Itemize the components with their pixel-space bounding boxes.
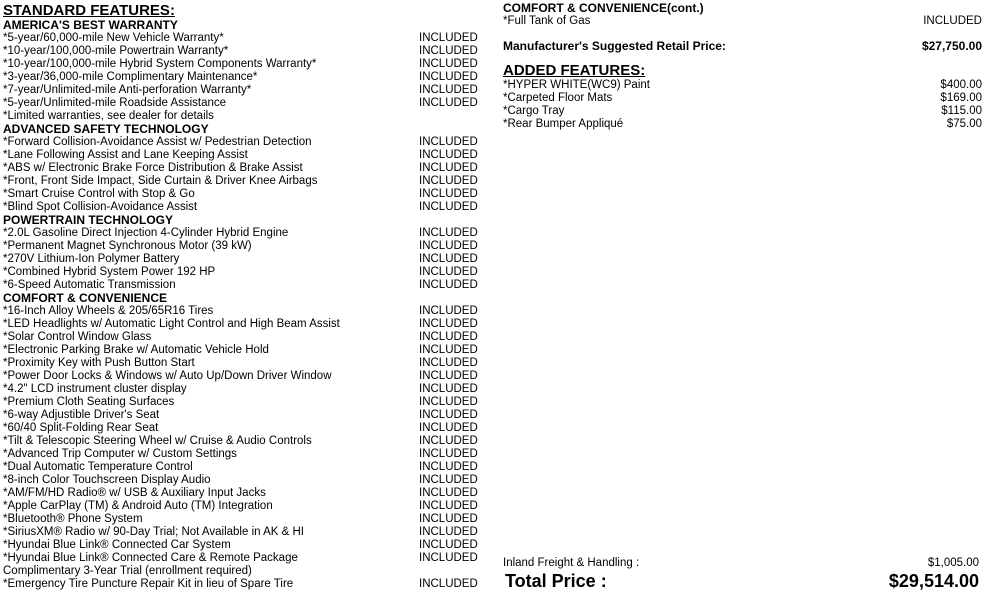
- feature-status: INCLUDED: [419, 357, 478, 369]
- added-feature-row: [503, 79, 982, 92]
- feature-row: [3, 201, 493, 214]
- feature-status: INCLUDED: [419, 97, 478, 109]
- feature-label: *4.2" LCD instrument cluster display: [3, 383, 187, 395]
- feature-row: [3, 474, 493, 487]
- feature-label: *Lane Following Assist and Lane Keeping Assist: [3, 149, 248, 161]
- feature-row: [3, 136, 493, 149]
- feature-status: INCLUDED: [419, 58, 478, 70]
- feature-label: *Smart Cruise Control with Stop & Go: [3, 188, 195, 200]
- feature-row: [3, 422, 493, 435]
- msrp-row: [503, 39, 982, 53]
- feature-status: INCLUDED: [419, 487, 478, 499]
- feature-label: *SiriusXM® Radio w/ 90-Day Trial; Not Available in AK & HI: [3, 526, 304, 538]
- feature-label: *Proximity Key with Push Button Start: [3, 357, 195, 369]
- feature-label: *Power Door Locks & Windows w/ Auto Up/Down Driver Window: [3, 370, 332, 382]
- feature-row: [3, 357, 493, 370]
- feature-label: *8-inch Color Touchscreen Display Audio: [3, 474, 211, 486]
- feature-label: *10-year/100,000-mile Hybrid System Components Warranty*: [3, 58, 317, 70]
- comfort-cont-list: [503, 15, 982, 28]
- feature-row: [3, 32, 493, 45]
- total-value: $29,514.00: [888, 571, 979, 591]
- section-heading: POWERTRAIN TECHNOLOGY: [3, 213, 173, 227]
- feature-status: INCLUDED: [419, 136, 478, 148]
- feature-label: *Electronic Parking Brake w/ Automatic Vehicle Hold: [3, 344, 269, 356]
- feature-label: *Blind Spot Collision-Avoidance Assist: [3, 201, 198, 213]
- feature-status: INCLUDED: [419, 149, 478, 161]
- feature-row: [3, 409, 493, 422]
- feature-status: INCLUDED: [419, 474, 478, 486]
- feature-status: INCLUDED: [419, 45, 478, 57]
- added-feature-row: [503, 92, 982, 105]
- feature-row: [3, 565, 493, 578]
- feature-row: [3, 461, 493, 474]
- feature-label: *270V Lithium-Ion Polymer Battery: [3, 253, 180, 265]
- feature-status: INCLUDED: [419, 461, 478, 473]
- feature-label: *5-year/60,000-mile New Vehicle Warranty*: [3, 32, 224, 44]
- added-feature-price: $115.00: [941, 105, 982, 117]
- feature-row: [3, 162, 493, 175]
- feature-row: [3, 578, 493, 591]
- feature-status: INCLUDED: [419, 227, 478, 239]
- feature-row: [3, 279, 493, 292]
- warranty-note: *Limited warranties, see dealer for details: [3, 110, 214, 122]
- feature-status: INCLUDED: [419, 32, 478, 44]
- feature-row: [3, 58, 493, 71]
- feature-label: *ABS w/ Electronic Brake Force Distribution & Brake Assist: [3, 162, 303, 174]
- section-heading: COMFORT & CONVENIENCE: [3, 291, 168, 305]
- added-features-list: [503, 79, 982, 131]
- feature-label: *Bluetooth® Phone System: [3, 513, 143, 525]
- feature-label: *Premium Cloth Seating Surfaces: [3, 396, 175, 408]
- feature-status: INCLUDED: [419, 409, 478, 421]
- feature-status: INCLUDED: [419, 526, 478, 538]
- section-heading: ADVANCED SAFETY TECHNOLOGY: [3, 122, 209, 136]
- feature-row: [3, 71, 493, 84]
- pricing-column: [503, 2, 982, 591]
- feature-row: [3, 331, 493, 344]
- feature-label: *5-year/Unlimited-mile Roadside Assistance: [3, 97, 227, 109]
- feature-label: *Hyundai Blue Link® Connected Care & Remote Package: [3, 552, 298, 564]
- feature-label: *Tilt & Telescopic Steering Wheel w/ Cruise & Audio Controls: [3, 435, 312, 447]
- feature-status: INCLUDED: [419, 539, 478, 551]
- added-feature-price: $75.00: [946, 118, 982, 130]
- freight-value: $1,005.00: [927, 557, 979, 569]
- feature-label: *Hyundai Blue Link® Connected Car System: [3, 539, 231, 551]
- feature-label: *Front, Front Side Impact, Side Curtain & Driver Knee Airbags: [3, 175, 318, 187]
- feature-row: [503, 15, 982, 28]
- feature-row: [3, 370, 493, 383]
- added-feature-label: *Rear Bumper Appliqué: [503, 118, 624, 130]
- feature-label: *16-Inch Alloy Wheels & 205/65R16 Tires: [3, 305, 214, 317]
- feature-row: [3, 435, 493, 448]
- feature-label: *7-year/Unlimited-mile Anti-perforation Warranty*: [3, 84, 252, 96]
- feature-label: *60/40 Split-Folding Rear Seat: [3, 422, 159, 434]
- feature-label: *Full Tank of Gas: [503, 15, 591, 27]
- feature-status: INCLUDED: [419, 318, 478, 330]
- feature-row: [3, 396, 493, 409]
- added-feature-price: $169.00: [940, 92, 982, 104]
- feature-row: [3, 552, 493, 565]
- feature-label: *Forward Collision-Avoidance Assist w/ Pedestrian Detection: [3, 136, 312, 148]
- feature-status: INCLUDED: [419, 188, 478, 200]
- feature-status: INCLUDED: [419, 578, 478, 590]
- feature-status: INCLUDED: [419, 175, 478, 187]
- feature-status: INCLUDED: [419, 370, 478, 382]
- standard-features-column: [3, 2, 493, 591]
- feature-status: INCLUDED: [419, 240, 478, 252]
- feature-row: [3, 240, 493, 253]
- msrp-value: $27,750.00: [921, 39, 982, 53]
- feature-label: *Dual Automatic Temperature Control: [3, 461, 193, 473]
- feature-row: [3, 188, 493, 201]
- feature-row: [3, 513, 493, 526]
- feature-row: [3, 318, 493, 331]
- feature-label: *Solar Control Window Glass: [3, 331, 152, 343]
- feature-status: INCLUDED: [419, 331, 478, 343]
- feature-row: [3, 175, 493, 188]
- feature-label: *Advanced Trip Computer w/ Custom Settings: [3, 448, 237, 460]
- feature-label: *AM/FM/HD Radio® w/ USB & Auxiliary Input Jacks: [3, 487, 266, 499]
- added-feature-label: *HYPER WHITE(WC9) Paint: [503, 79, 650, 91]
- feature-row: [3, 383, 493, 396]
- feature-label: Complimentary 3-Year Trial (enrollment required): [3, 565, 252, 577]
- freight-row: [503, 557, 979, 570]
- added-features-title: ADDED FEATURES:: [503, 62, 646, 79]
- feature-row: [3, 45, 493, 58]
- feature-status: INCLUDED: [419, 201, 478, 213]
- feature-status: INCLUDED: [419, 500, 478, 512]
- feature-row: [3, 448, 493, 461]
- feature-status: INCLUDED: [419, 396, 478, 408]
- feature-row: [3, 84, 493, 97]
- feature-row: [3, 253, 493, 266]
- feature-row: [3, 487, 493, 500]
- feature-row: [3, 227, 493, 240]
- freight-label: Inland Freight & Handling :: [503, 557, 640, 569]
- feature-label: *Permanent Magnet Synchronous Motor (39 kW): [3, 240, 252, 252]
- feature-row: [3, 149, 493, 162]
- feature-label: *LED Headlights w/ Automatic Light Control and High Beam Assist: [3, 318, 340, 330]
- added-feature-label: *Carpeted Floor Mats: [503, 92, 613, 104]
- feature-status: INCLUDED: [419, 422, 478, 434]
- feature-status: INCLUDED: [419, 162, 478, 174]
- added-feature-price: $400.00: [940, 79, 982, 91]
- added-feature-row: [503, 105, 982, 118]
- feature-status: INCLUDED: [419, 344, 478, 356]
- feature-label: *Apple CarPlay (TM) & Android Auto (TM) Integration: [3, 500, 273, 512]
- total-row: [503, 571, 979, 591]
- feature-row: [3, 266, 493, 279]
- comfort-cont-heading: COMFORT & CONVENIENCE(cont.): [503, 1, 704, 15]
- feature-status: INCLUDED: [419, 435, 478, 447]
- feature-status: INCLUDED: [419, 71, 478, 83]
- feature-status: INCLUDED: [419, 253, 478, 265]
- feature-status: INCLUDED: [419, 84, 478, 96]
- added-feature-row: [503, 118, 982, 131]
- feature-label: *2.0L Gasoline Direct Injection 4-Cylinder Hybrid Engine: [3, 227, 289, 239]
- feature-status: INCLUDED: [419, 266, 478, 278]
- feature-row: [3, 500, 493, 513]
- total-label: Total Price :: [505, 571, 607, 591]
- section-heading: AMERICA'S BEST WARRANTY: [3, 18, 178, 32]
- feature-status: INCLUDED: [419, 513, 478, 525]
- feature-row: [3, 344, 493, 357]
- feature-status: INCLUDED: [419, 552, 478, 564]
- standard-features-title: STANDARD FEATURES:: [3, 2, 175, 19]
- feature-label: *6-Speed Automatic Transmission: [3, 279, 176, 291]
- feature-label: *10-year/100,000-mile Powertrain Warranty*: [3, 45, 229, 57]
- msrp-label: Manufacturer's Suggested Retail Price:: [503, 39, 726, 53]
- feature-status: INCLUDED: [419, 305, 478, 317]
- feature-status: INCLUDED: [419, 383, 478, 395]
- standard-features-list: [3, 19, 493, 591]
- feature-status: INCLUDED: [419, 448, 478, 460]
- feature-row: [3, 305, 493, 318]
- feature-row: [3, 539, 493, 552]
- feature-row: [3, 97, 493, 110]
- feature-status: INCLUDED: [923, 15, 982, 27]
- added-feature-label: *Cargo Tray: [503, 105, 565, 117]
- feature-label: *Emergency Tire Puncture Repair Kit in lieu of Spare Tire: [3, 578, 294, 590]
- feature-label: *6-way Adjustible Driver's Seat: [3, 409, 160, 421]
- feature-label: *3-year/36,000-mile Complimentary Maintenance*: [3, 71, 258, 83]
- feature-label: *Combined Hybrid System Power 192 HP: [3, 266, 216, 278]
- feature-status: INCLUDED: [419, 279, 478, 291]
- feature-row: [3, 526, 493, 539]
